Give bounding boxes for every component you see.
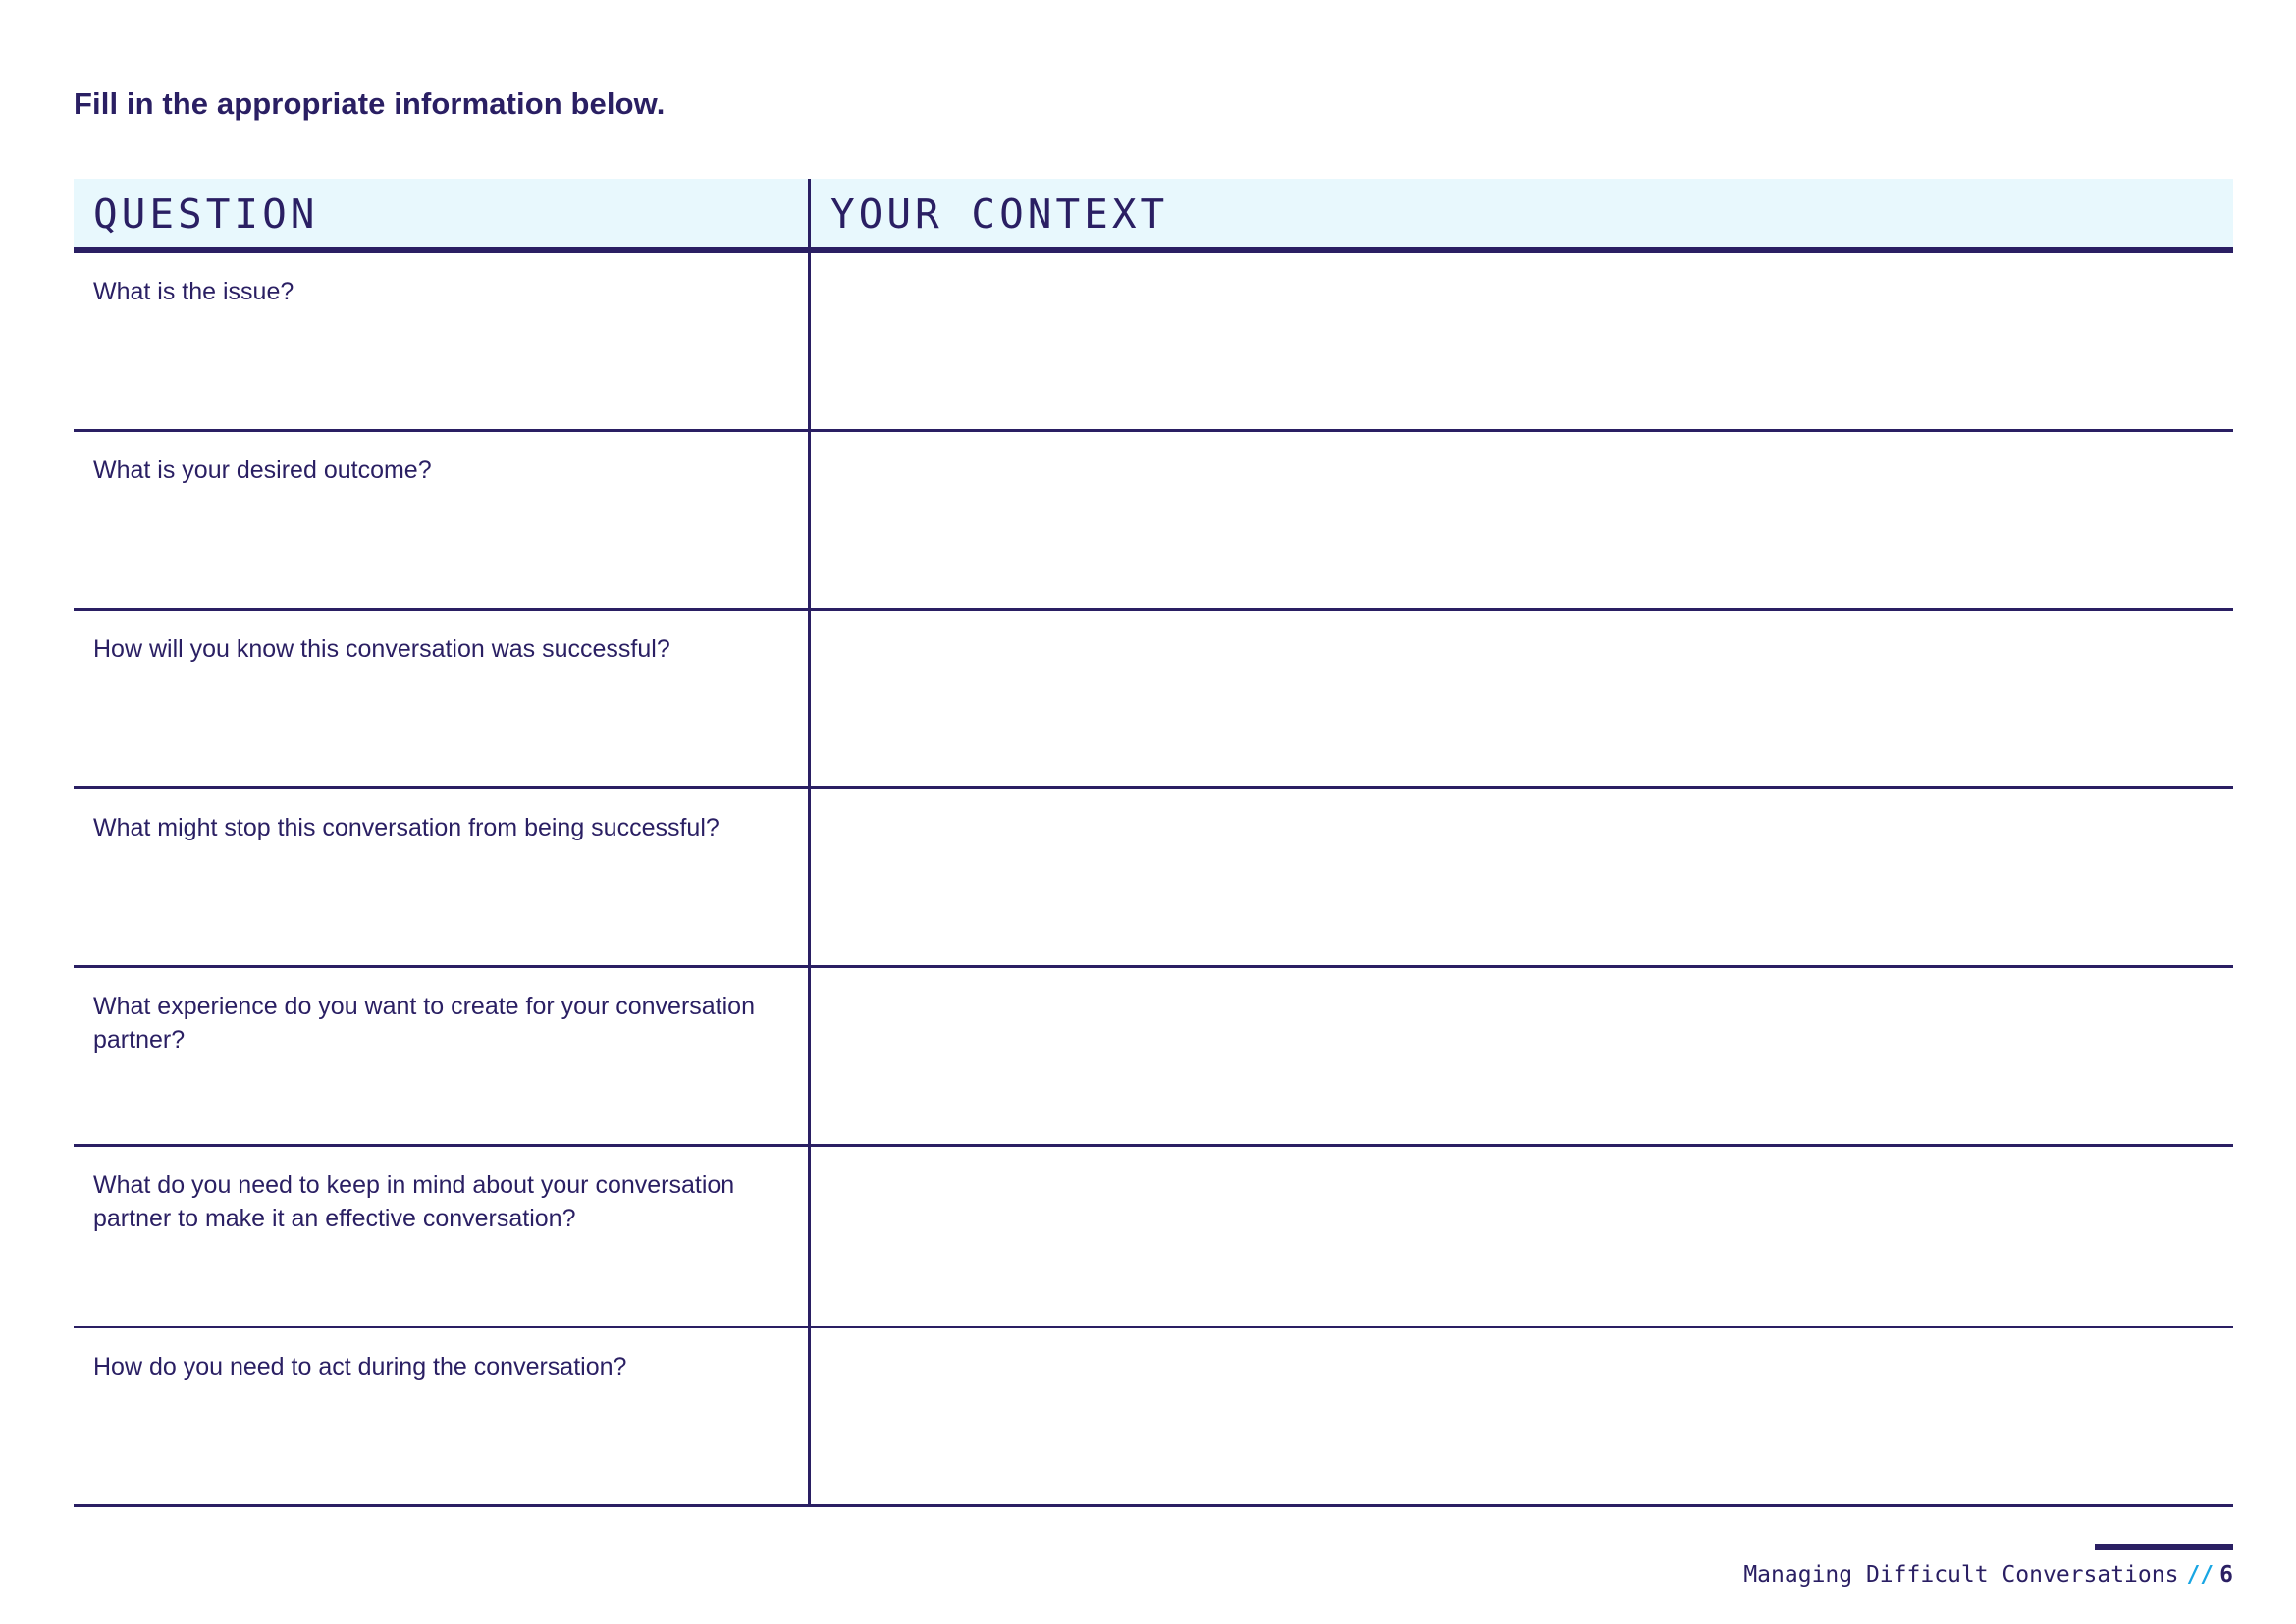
context-cell[interactable] [811,1328,2233,1504]
context-cell[interactable] [811,432,2233,608]
context-cell[interactable] [811,789,2233,965]
context-answer[interactable] [830,990,2214,1144]
context-answer[interactable] [830,811,2214,965]
header-your-context: YOUR CONTEXT [830,190,1169,238]
page-footer [1743,1562,2233,1588]
question-cell: How will you know this conversation was successful? [74,611,811,786]
question-cell: How do you need to act during the conversation? [74,1328,811,1504]
question-cell: What might stop this conversation from being successful? [74,789,811,965]
footer-separator: // [2186,1562,2215,1588]
footer-title: Managing Difficult Conversations [1743,1562,2179,1588]
table-header-row [74,179,2233,253]
table-row [74,968,2233,1147]
context-answer[interactable] [830,275,2214,429]
context-answer[interactable] [830,1350,2214,1504]
context-answer[interactable] [830,1168,2214,1326]
question-cell: What do you need to keep in mind about your conversation partner to make it an effective conversation? [74,1147,811,1326]
table-row [74,253,2233,432]
context-cell[interactable] [811,968,2233,1144]
table-row [74,611,2233,789]
worksheet-table [74,179,2233,1507]
question-cell: What is your desired outcome? [74,432,811,608]
footer-accent-bar [2095,1544,2233,1550]
header-question: QUESTION [74,179,811,247]
question-cell: What experience do you want to create for your conversation partner? [74,968,811,1144]
table-row [74,432,2233,611]
context-cell[interactable] [811,611,2233,786]
question-cell: What is the issue? [74,253,811,429]
table-row [74,1328,2233,1507]
context-cell[interactable] [811,1147,2233,1326]
instruction-heading: Fill in the appropriate information below. [74,86,666,121]
context-cell[interactable] [811,253,2233,429]
page-number: 6 [2219,1562,2233,1588]
context-answer[interactable] [830,632,2214,786]
context-answer[interactable] [830,454,2214,608]
table-row [74,1147,2233,1328]
table-row [74,789,2233,968]
